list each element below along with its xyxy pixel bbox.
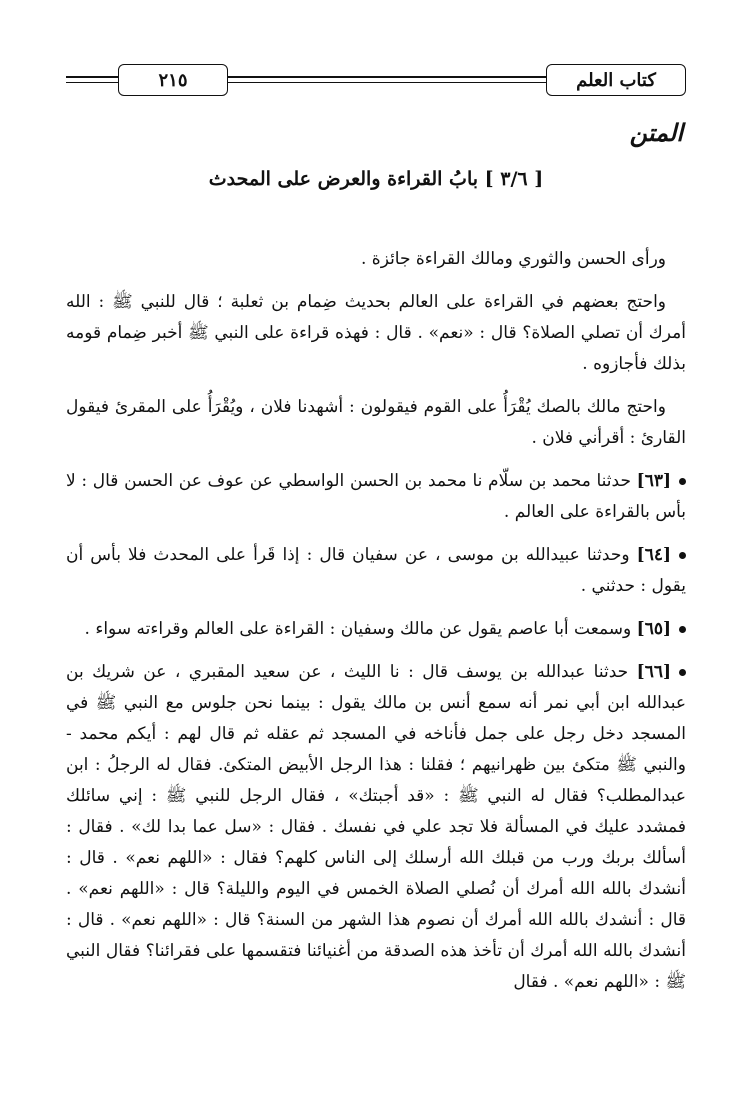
hadith-number: [٦٤] [636,545,671,565]
hadith-number: [٦٦] [636,662,671,682]
paragraph-3: واحتج مالك بالصك يُقْرَأُ على القوم فيقولون : أشهدنا فلان ، ويُقْرَأُ على المقرئ فيقول القارئ : أقرأني فلان . [66,397,686,448]
hadith-66 [66,657,686,998]
hadith-64 [66,540,686,602]
main-text [66,244,686,1010]
hadith-text: وسمعت أبا عاصم يقول عن مالك وسفيان : القراءة على العالم وقراءته سواء . [84,619,632,639]
hadith-number: [٦٣] [636,471,671,491]
section-label: المتن [629,118,683,147]
page-header [66,64,686,98]
hadith-number: [٦٥] [636,619,671,639]
hadith-65 [66,614,686,645]
hadith-text: وحدثنا عبيدالله بن موسى ، عن سفيان قال : إذا قَرأ على المحدث فلا بأس أن يقول : حدثني . [66,545,686,596]
bullet-icon [679,478,686,485]
page-number: ٢١٥ [118,64,228,96]
chapter-title: [ ٣/٦ ] بابُ القراءة والعرض على المحدث [208,168,544,190]
book-title: كتاب العلم [546,64,686,96]
bullet-icon [679,552,686,559]
bullet-icon [679,669,686,676]
bullet-icon [679,626,686,633]
hadith-text: حدثنا عبدالله بن يوسف قال : نا الليث ، عن سعيد المقبري ، عن شريك بن عبدالله ابن أبي نمر أنه سمع أنس بن مالك يقول : بينما نحن جلوس مع النبي ﷺ في المسجد دخل رجل على جمل فأناخه في المسجد ثم عقله ثم قال لهم : أيكم محمد - والنبي ﷺ متكئ بين ظهرانيهم ؛ فقلنا : هذا الرجل الأبيض المتكئ. فقال له الرجلُ : ابن عبدالمطلب؟ فقال له النبي ﷺ : «قد أجبتك» ، فقال الرجل للنبي ﷺ : إني سائلك فمشدد عليك في المسألة فلا تجد علي في نفسك . فقال : «سل عما بدا لك» . فقال : أسألك بربك ورب من قبلك الله أرسلك إلى الناس كلهم؟ فقال : «اللهم نعم» . قال : أنشدك بالله الله أمرك أن نُصلي الصلاة الخمس في اليوم والليلة؟ قال : «اللهم نعم» . قال : أنشدك بالله الله أمرك أن نصوم هذا الشهر من السنة؟ قال : «اللهم نعم» . قال : أنشدك بالله الله أمرك أن تأخذ هذه الصدقة من أغنيائنا فتقسمها على فقرائنا؟ فقال النبي ﷺ : «اللهم نعم» . فقال [66,662,686,992]
paragraph-1: ورأى الحسن والثوري ومالك القراءة جائزة . [360,249,666,269]
hadith-text: حدثنا محمد بن سلّام نا محمد بن الحسن الواسطي عن عوف عن الحسن قال : لا بأس بالقراءة على العالم . [66,471,686,522]
hadith-63 [66,466,686,528]
paragraph-2: واحتج بعضهم في القراءة على العالم بحديث ضِمام بن ثعلبة ؛ قال للنبي ﷺ : الله أمرك أن تصلي الصلاة؟ قال : «نعم» . قال : فهذه قراءة على النبي ﷺ أخبر ضِمام قومه بذلك فأجازوه . [66,292,686,374]
